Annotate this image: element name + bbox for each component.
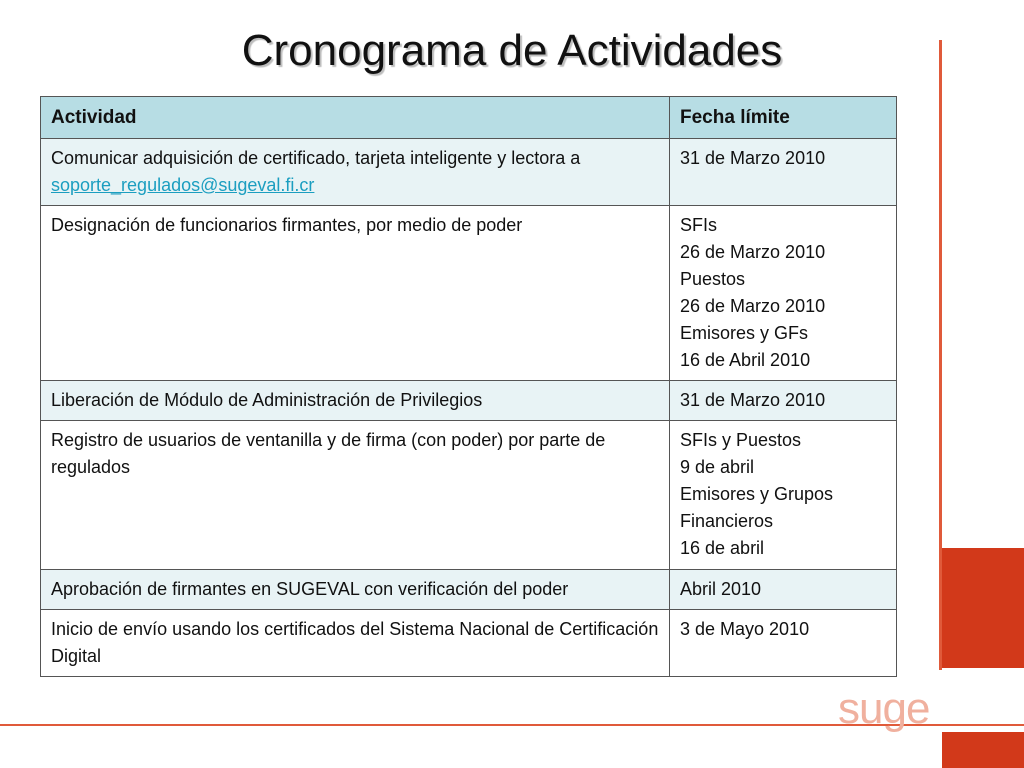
deadline-line: Abril 2010 [680, 579, 762, 599]
activity-text: Comunicar adquisición de certificado, tarjeta inteligente y lectora a [51, 148, 581, 168]
deadline-line: Emisores y GFs [680, 323, 809, 343]
activity-text: Registro de usuarios de ventanilla y de firma (con poder) por parte de regulados [51, 430, 606, 477]
activity-cell [41, 139, 670, 206]
activity-text: Inicio de envío usando los certificados del Sistema Nacional de Certificación Digital [51, 619, 659, 666]
table-row [41, 421, 897, 570]
support-email-link[interactable]: soporte_regulados@sugeval.fi.cr [51, 175, 315, 195]
schedule-table [40, 96, 897, 677]
deadline-cell [670, 139, 897, 206]
table-row [41, 610, 897, 677]
deadline-line: Puestos [680, 269, 746, 289]
logo-part-val: val [929, 684, 988, 733]
activity-cell [41, 570, 670, 610]
activity-cell [41, 421, 670, 570]
activity-text: Designación de funcionarios firmantes, por medio de poder [51, 215, 523, 235]
table-row [41, 139, 897, 206]
accent-block-upper [942, 548, 1024, 668]
header-deadline: Fecha límite [670, 97, 897, 139]
deadline-line: 16 de abril [680, 538, 765, 558]
deadline-cell [670, 381, 897, 421]
sugeval-logo [838, 684, 988, 734]
slide-title: Cronograma de Actividades [241, 26, 783, 75]
activity-cell [41, 381, 670, 421]
deadline-line: SFIs y Puestos [680, 430, 802, 450]
deadline-cell [670, 206, 897, 381]
activity-text: Liberación de Módulo de Administración de Privilegios [51, 390, 483, 410]
deadline-line: SFIs [680, 215, 718, 235]
deadline-line: 9 de abril [680, 457, 755, 477]
deadline-line: 16 de Abril 2010 [680, 350, 811, 370]
deadline-line: 31 de Marzo 2010 [680, 148, 826, 168]
deadline-cell [670, 610, 897, 677]
table-row [41, 206, 897, 381]
activity-text: Aprobación de firmantes en SUGEVAL con verificación del poder [51, 579, 569, 599]
activity-cell [41, 610, 670, 677]
deadline-line: 26 de Marzo 2010 [680, 296, 826, 316]
header-activity: Actividad [41, 97, 670, 139]
table-row [41, 570, 897, 610]
deadline-line: 26 de Marzo 2010 [680, 242, 826, 262]
deadline-line: Emisores y Grupos Financieros [680, 484, 834, 531]
deadline-line: 3 de Mayo 2010 [680, 619, 810, 639]
activity-cell [41, 206, 670, 381]
accent-block-lower [942, 732, 1024, 768]
logo-part-suge: suge [838, 684, 930, 733]
deadline-cell [670, 421, 897, 570]
deadline-cell [670, 570, 897, 610]
table-row [41, 381, 897, 421]
deadline-line: 31 de Marzo 2010 [680, 390, 826, 410]
table-header-row [41, 97, 897, 139]
